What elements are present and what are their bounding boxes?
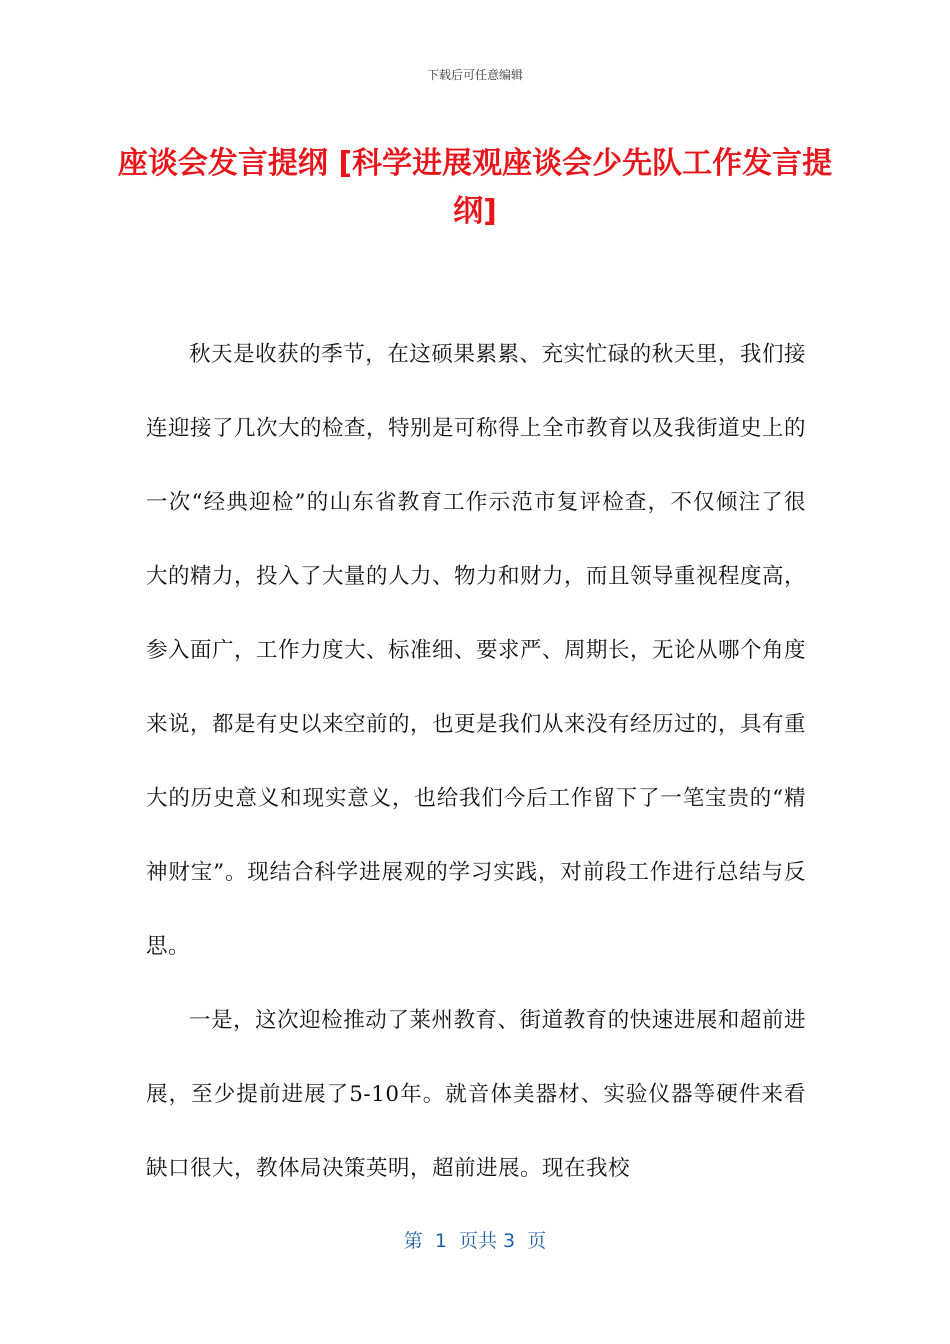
document-body [146, 318, 806, 1206]
page-number-footer: 第 1 页共 3 页 [403, 1230, 547, 1252]
body-paragraph: 一是，这次迎检推动了莱州教育、街道教育的快速进展和超前进展，至少提前进展了5-10年。就音体美器材、实验仪器等硬件来看缺口很大，教体局决策英明，超前进展。现在我校 [146, 1008, 806, 1181]
body-paragraph: 秋天是收获的季节，在这硕果累累、充实忙碌的秋天里，我们接连迎接了几次大的检查，特别是可称得上全市教育以及我街道史上的一次“经典迎检”的山东省教育工作示范市复评检查，不仅倾注了很大的精力，投入了大量的人力、物力和财力，而且领导重视程度高，参入面广，工作力度大、标准细、要求严、周期长，无论从哪个角度来说，都是有史以来空前的，也更是我们从来没有经历过的，具有重大的历史意义和现实意义，也给我们今后工作留下了一笔宝贵的“精神财宝”。现结合科学进展观的学习实践，对前段工作进行总结与反思。 [146, 342, 807, 959]
document-title: 座谈会发言提纲 [科学进展观座谈会少先队工作发言提纲] [117, 146, 833, 229]
page-header-note: 下载后可任意编辑 [426, 68, 523, 82]
